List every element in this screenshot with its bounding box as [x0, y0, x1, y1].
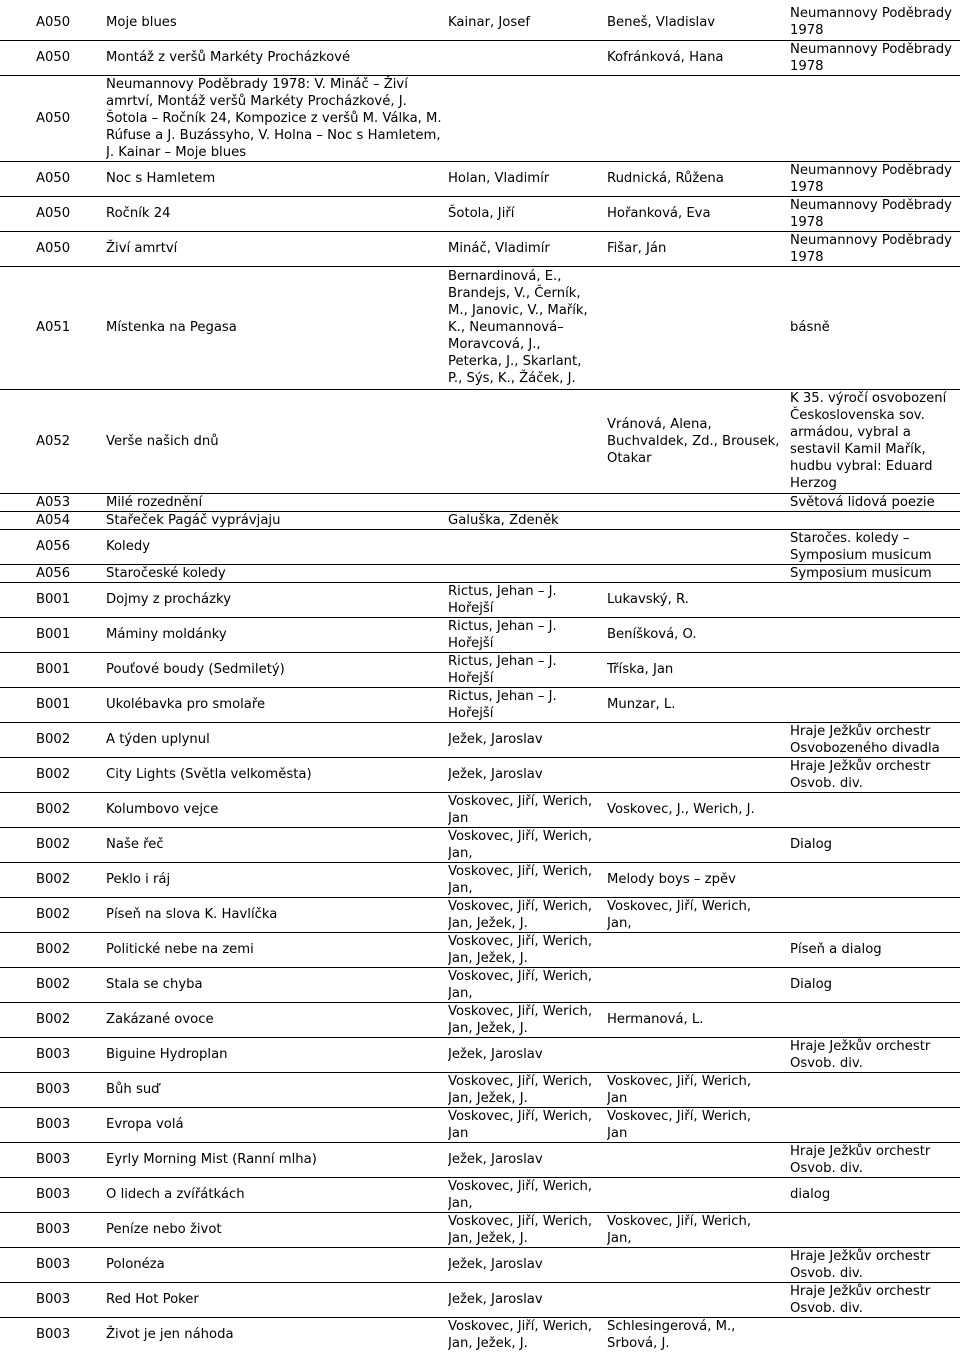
record-code: B003: [0, 1142, 106, 1177]
record-author: Ježek, Jaroslav: [448, 1037, 607, 1072]
record-performer: Schlesingerová, M., Srbová, J.: [607, 1318, 736, 1351]
table-row: [0, 582, 960, 617]
record-performer: Voskovec, Jiří, Werich, Jan: [607, 1107, 790, 1142]
record-title: Bůh suď: [106, 1072, 448, 1107]
record-performer: Lukavský, R.: [607, 582, 790, 617]
record-note: Světová lidová poezie: [790, 493, 960, 511]
catalog-table: [0, 5, 960, 1352]
record-author: [448, 75, 607, 161]
record-author: Voskovec, Jiří, Werich, Jan,: [448, 967, 607, 1002]
record-title: City Lights (Světla velkoměsta): [106, 757, 448, 792]
record-code: B003: [0, 1212, 106, 1247]
record-note: [790, 687, 960, 722]
record-author: Ježek, Jaroslav: [448, 722, 607, 757]
record-code: B001: [0, 687, 106, 722]
record-code: B003: [0, 1107, 106, 1142]
record-title: Koledy: [106, 529, 448, 564]
record-title: Píseň na slova K. Havlíčka: [106, 897, 448, 932]
record-title: Pouťové boudy (Sedmiletý): [106, 652, 448, 687]
record-title: Peklo i ráj: [106, 862, 448, 897]
record-code: B001: [0, 617, 106, 652]
record-note: [790, 75, 960, 161]
table-row: [0, 266, 960, 389]
table-row: [0, 897, 960, 932]
record-note: [790, 1107, 960, 1142]
record-code: A050: [0, 161, 106, 196]
table-row: [0, 40, 960, 75]
record-author: Voskovec, Jiří, Werich, Jan: [448, 1107, 607, 1142]
record-note: [790, 1072, 960, 1107]
table-row: [0, 1002, 960, 1037]
record-note: Píseň a dialog: [790, 932, 960, 967]
table-row: [0, 1282, 960, 1317]
record-performer: Voskovec, Jiří, Werich, Jan: [607, 1072, 790, 1107]
record-title: Biguine Hydroplan: [106, 1037, 448, 1072]
record-author: Voskovec, Jiří, Werich, Jan, Ježek, J.: [448, 1212, 607, 1247]
record-code: B001: [0, 652, 106, 687]
record-title: Máminy moldánky: [106, 617, 448, 652]
record-author: Bernardinová, E., Brandejs, V., Černík, M., Janovic, V., Mařík, K., Neumannová– Moravcová, J., Peterka, J., Skarlant, P., Sýs, K., Žáček, J.: [448, 266, 607, 389]
record-note: Hraje Ježkův orchestr Osvob. div.: [790, 1142, 960, 1177]
record-title: Živí amrtví: [106, 231, 448, 266]
record-author: Ježek, Jaroslav: [448, 1247, 607, 1282]
record-note: Dialog: [790, 827, 960, 862]
record-code: B003: [0, 1282, 106, 1317]
record-performer: [607, 75, 790, 161]
record-note: Staročes. koledy – Symposium musicum: [790, 529, 960, 564]
record-title: Naše řeč: [106, 827, 448, 862]
table-row: [0, 1247, 960, 1282]
record-code: A050: [0, 5, 106, 40]
record-title: Noc s Hamletem: [106, 161, 448, 196]
record-code: A050: [0, 75, 106, 161]
record-title: A týden uplynul: [106, 722, 448, 757]
record-title: Neumannovy Poděbrady 1978: V. Mináč – Živí amrtví, Montáž veršů Markéty Procházkové, J. Šotola – Ročník 24, Kompozice z veršů M. Válka, M. Rúfuse a J. Buzássyho, V. Holna – Noc s Hamletem, J. Kainar – Moje blues: [106, 75, 448, 161]
record-performer: [607, 827, 790, 862]
record-performer: Voskovec, Jiří, Werich, Jan,: [607, 897, 790, 932]
record-author: [448, 529, 607, 564]
table-row: [0, 967, 960, 1002]
record-performer: [607, 932, 790, 967]
table-row: [0, 687, 960, 722]
record-title: Milé rozednění: [106, 493, 448, 511]
table-row: [0, 1072, 960, 1107]
record-author: Voskovec, Jiří, Werich, Jan,: [448, 862, 607, 897]
record-performer: Hermanová, L.: [607, 1002, 790, 1037]
record-title: Moje blues: [106, 5, 448, 40]
record-author: Rictus, Jehan – J. Hořejší: [448, 582, 607, 617]
table-row: [0, 617, 960, 652]
record-code: A050: [0, 40, 106, 75]
record-performer: Tříska, Jan: [607, 652, 790, 687]
record-author: [448, 40, 607, 75]
record-note: [790, 862, 960, 897]
record-author: Rictus, Jehan – J. Hořejší: [448, 687, 607, 722]
table-row: [0, 511, 960, 529]
record-code: B002: [0, 897, 106, 932]
record-author: Mináč, Vladimír: [448, 231, 607, 266]
table-row: [0, 932, 960, 967]
record-performer: Munzar, L.: [607, 687, 790, 722]
record-author: [448, 493, 607, 511]
record-code: A052: [0, 389, 106, 493]
table-row: [0, 161, 960, 196]
record-code: A056: [0, 529, 106, 564]
record-author: Ježek, Jaroslav: [448, 757, 607, 792]
record-title: O lidech a zvířátkách: [106, 1177, 448, 1212]
record-note: Neumannovy Poděbrady 1978: [790, 196, 960, 231]
record-title: Politické nebe na zemi: [106, 932, 448, 967]
record-code: B003: [0, 1247, 106, 1282]
record-performer: Hořanková, Eva: [607, 196, 790, 231]
record-title: Montáž z veršů Markéty Procházkové: [106, 40, 448, 75]
record-note: [790, 792, 960, 827]
record-code: A053: [0, 493, 106, 511]
record-performer: [607, 1282, 790, 1317]
record-code: B002: [0, 1002, 106, 1037]
record-note: Hraje Ježkův orchestr Osvob. div.: [790, 1247, 960, 1282]
table-row: [0, 1037, 960, 1072]
table-row: [0, 1317, 960, 1352]
record-performer: [607, 493, 790, 511]
record-performer: Voskovec, J., Werich, J.: [607, 792, 790, 827]
record-note: Hraje Ježkův orchestr Osvob. div.: [790, 1037, 960, 1072]
record-author: [448, 389, 607, 493]
table-row: [0, 862, 960, 897]
record-title: Eyrly Morning Mist (Ranní mlha): [106, 1142, 448, 1177]
record-author: Voskovec, Jiří, Werich, Jan,: [448, 827, 607, 862]
record-note: Hraje Ježkův orchestr Osvobozeného divadla: [790, 722, 960, 757]
table-row: [0, 75, 960, 161]
record-note: Hraje Ježkův orchestr Osvob. div.: [790, 1282, 960, 1317]
record-title: Místenka na Pegasa: [106, 266, 448, 389]
record-note: básně: [790, 266, 960, 389]
record-code: A050: [0, 231, 106, 266]
record-title: Stařeček Pagáč vyprávjaju: [106, 511, 448, 529]
record-performer: [607, 511, 790, 529]
record-author: Holan, Vladimír: [448, 161, 607, 196]
record-title: Evropa volá: [106, 1107, 448, 1142]
record-note: Neumannovy Poděbrady 1978: [790, 231, 960, 266]
record-title: Život je jen náhoda: [106, 1327, 234, 1343]
record-note: [790, 1002, 960, 1037]
record-author: Voskovec, Jiří, Werich, Jan: [448, 792, 607, 827]
table-row: [0, 757, 960, 792]
record-performer: [607, 564, 790, 582]
record-performer: Voskovec, Jiří, Werich, Jan,: [607, 1212, 790, 1247]
record-code: B002: [0, 862, 106, 897]
record-code: B003: [36, 1327, 71, 1343]
record-code: B002: [0, 932, 106, 967]
record-note: [790, 511, 960, 529]
record-performer: [607, 967, 790, 1002]
table-row: [0, 493, 960, 511]
record-note: dialog: [790, 1177, 960, 1212]
record-author: Šotola, Jiří: [448, 196, 607, 231]
record-code: B002: [0, 827, 106, 862]
table-row: [0, 5, 960, 40]
table-row: [0, 1107, 960, 1142]
table-row: [0, 827, 960, 862]
record-title: Verše našich dnů: [106, 389, 448, 493]
record-author: Rictus, Jehan – J. Hořejší: [448, 652, 607, 687]
record-performer: Fišar, Ján: [607, 231, 790, 266]
record-code: B003: [0, 1177, 106, 1212]
record-performer: Melody boys – zpěv: [607, 862, 790, 897]
record-code: B002: [0, 722, 106, 757]
record-code: A054: [0, 511, 106, 529]
table-row: [0, 792, 960, 827]
record-author: Ježek, Jaroslav: [448, 1142, 607, 1177]
record-performer: Rudnická, Růžena: [607, 161, 790, 196]
table-row: [0, 389, 960, 493]
record-note: Symposium musicum: [790, 564, 960, 582]
record-code: A056: [0, 564, 106, 582]
record-title: Stala se chyba: [106, 967, 448, 1002]
record-note: Hraje Ježkův orchestr Osvob. div.: [790, 757, 960, 792]
record-title: Ukolébavka pro smolaře: [106, 687, 448, 722]
table-row: [0, 196, 960, 231]
record-code: A050: [0, 196, 106, 231]
record-performer: Vránová, Alena, Buchvaldek, Zd., Brousek, Otakar: [607, 389, 790, 493]
table-row: [0, 1212, 960, 1247]
record-author: [448, 564, 607, 582]
table-row: [0, 231, 960, 266]
record-performer: [607, 757, 790, 792]
record-title: Staročeské koledy: [106, 564, 448, 582]
record-note: [790, 582, 960, 617]
table-row: [0, 1177, 960, 1212]
record-code: B002: [0, 792, 106, 827]
record-note: [790, 1212, 960, 1247]
record-performer: [607, 1142, 790, 1177]
table-row: [0, 652, 960, 687]
table-row: [0, 529, 960, 564]
record-author: Kainar, Josef: [448, 5, 607, 40]
catalog-rows: [0, 5, 960, 1352]
record-note: Neumannovy Poděbrady 1978: [790, 5, 960, 40]
record-code: B001: [0, 582, 106, 617]
record-note: Dialog: [790, 967, 960, 1002]
record-performer: Beneš, Vladislav: [607, 5, 790, 40]
record-code: A051: [0, 266, 106, 389]
record-author: Voskovec, Jiří, Werich, Jan, Ježek, J.: [448, 1318, 593, 1351]
record-performer: [607, 266, 790, 389]
record-author: Voskovec, Jiří, Werich, Jan, Ježek, J.: [448, 1072, 607, 1107]
record-code: B003: [0, 1072, 106, 1107]
record-performer: [607, 722, 790, 757]
record-title: Polonéza: [106, 1247, 448, 1282]
record-author: Ježek, Jaroslav: [448, 1282, 607, 1317]
record-note: [790, 617, 960, 652]
record-performer: Kofránková, Hana: [607, 40, 790, 75]
record-author: Voskovec, Jiří, Werich, Jan, Ježek, J.: [448, 897, 607, 932]
record-note: Neumannovy Poděbrady 1978: [790, 40, 960, 75]
record-author: Voskovec, Jiří, Werich, Jan, Ježek, J.: [448, 1002, 607, 1037]
record-title: Dojmy z procházky: [106, 582, 448, 617]
record-note: [790, 897, 960, 932]
record-author: Rictus, Jehan – J. Hořejší: [448, 617, 607, 652]
record-note: [790, 652, 960, 687]
record-note: Neumannovy Poděbrady 1978: [790, 161, 960, 196]
record-author: Voskovec, Jiří, Werich, Jan,: [448, 1177, 607, 1212]
record-performer: [607, 1177, 790, 1212]
record-note: K 35. výročí osvobození Československa sov. armádou, vybral a sestavil Kamil Mařík, hudbu vybral: Eduard Herzog: [790, 389, 960, 493]
record-title: Zakázané ovoce: [106, 1002, 448, 1037]
record-author: Galuška, Zdeněk: [448, 511, 607, 529]
table-row: [0, 564, 960, 582]
record-code: B002: [0, 757, 106, 792]
record-performer: [607, 529, 790, 564]
record-title: Kolumbovo vejce: [106, 792, 448, 827]
record-performer: [607, 1247, 790, 1282]
record-code: B003: [0, 1037, 106, 1072]
record-author: Voskovec, Jiří, Werich, Jan, Ježek, J.: [448, 932, 607, 967]
record-performer: Beníšková, O.: [607, 617, 790, 652]
table-row: [0, 1142, 960, 1177]
record-title: Ročník 24: [106, 196, 448, 231]
record-code: B002: [0, 967, 106, 1002]
record-title: Peníze nebo život: [106, 1212, 448, 1247]
record-note: [790, 1317, 960, 1352]
table-row: [0, 722, 960, 757]
record-title: Red Hot Poker: [106, 1282, 448, 1317]
record-performer: [607, 1037, 790, 1072]
